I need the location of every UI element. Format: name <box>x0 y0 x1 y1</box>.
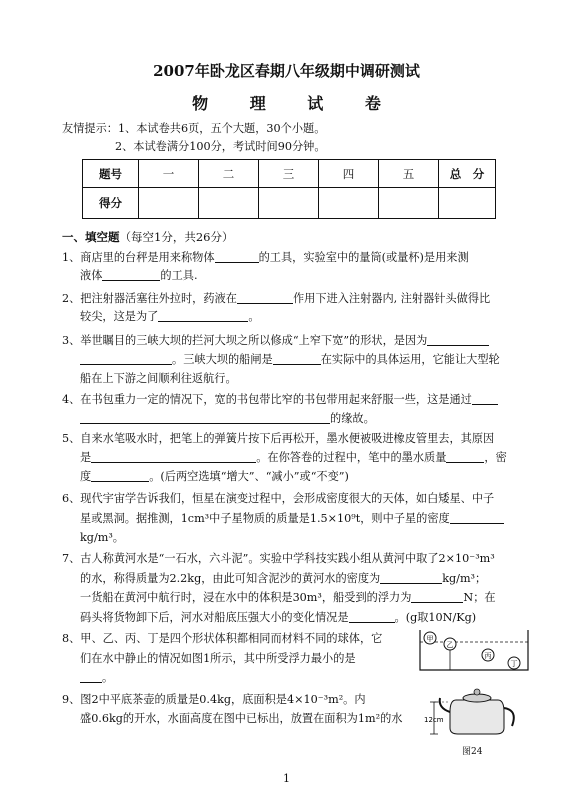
answer-blank[interactable] <box>380 571 442 584</box>
q7-line-4: 码头将货物卸下后，河水对船底压强大小的变化情况是 。(g取10N/Kg) <box>80 611 477 624</box>
answer-blank[interactable] <box>91 469 149 482</box>
q2-line-2: 较尖，这是为了 。 <box>80 310 260 323</box>
score-cell: 总 分 <box>439 160 496 188</box>
answer-blank[interactable] <box>349 610 395 623</box>
q4-line-1: 4、在书包重力一定的情况下，宽的书包带比窄的书包带用起来舒服一些，这是通过 <box>62 392 498 408</box>
score-table <box>82 159 496 219</box>
notice-line-1: 友情提示：1、本试卷共6页，五个大题，30个小题。 <box>62 122 326 135</box>
score-input-cell <box>259 188 319 219</box>
q5-line-1: 5、自来水笔吸水时，把笔上的弹簧片按下后再松开，墨水便被吸进橡皮管里去，其原因 <box>62 432 495 445</box>
section-note: （每空1分，共26分） <box>119 230 234 244</box>
q1-line-2: 液体 的工具. <box>80 269 198 282</box>
ball-label: 丁 <box>510 660 518 668</box>
q7-line-1: 7、古人称黄河水是“一石水，六斗泥”。实验中学科技实践小组从黄河中取了2×10⁻³m³ <box>62 552 495 565</box>
score-input-cell <box>379 188 439 219</box>
ball-label: 丙 <box>484 652 492 660</box>
ball-label: 甲 <box>426 635 434 643</box>
score-input-cell <box>139 188 199 219</box>
q8-line-3: 。 <box>80 670 113 686</box>
figure-2-teapot <box>420 682 530 744</box>
teapot-spout <box>440 698 450 712</box>
answer-blank[interactable] <box>411 590 463 603</box>
q7-line-2: 的水，称得质量为2.2kg，由此可知含泥沙的黄河水的密度为 kg/m³； <box>80 572 487 585</box>
score-cell: 得分 <box>83 188 139 219</box>
q8-line-1: 8、甲、乙、丙、丁是四个形状体积都相同而材料不同的球体，它 <box>62 632 383 645</box>
score-cell: 一 <box>139 160 199 188</box>
answer-blank[interactable] <box>450 511 504 524</box>
answer-blank[interactable] <box>472 392 498 405</box>
q3-line-1: 3、举世瞩目的三峡大坝的拦河大坝之所以修成“上窄下宽”的形状，是因为 <box>62 333 489 349</box>
q3-line-3: 船在上下游之间顺利往返航行。 <box>80 372 237 385</box>
q7-line-3: 一货船在黄河中航行时，浸在水中的体积是30m³，船受到的浮力为 N；在 <box>80 591 496 604</box>
q1-line-1: 1、商店里的台秤是用来称物体 的工具，实验室中的量筒(或量杯)是用来测 <box>62 251 469 264</box>
q5-line-2: 是 。在你答卷的过程中，笔中的墨水质量 ，密 <box>80 451 507 464</box>
answer-blank[interactable] <box>158 309 248 322</box>
q3-line-2: 。三峡大坝的船闸是 在实际中的具体运用，它能让大型轮 <box>80 352 500 368</box>
answer-blank[interactable] <box>215 250 259 263</box>
score-cell: 五 <box>379 160 439 188</box>
score-table-score-row <box>83 188 496 219</box>
figure-2-caption: 图24 <box>462 747 483 757</box>
q6-line-3: kg/m³。 <box>80 531 124 544</box>
section-title: 一、填空题 <box>62 230 120 244</box>
answer-blank[interactable] <box>91 450 256 463</box>
answer-blank[interactable] <box>102 268 160 281</box>
score-cell: 四 <box>319 160 379 188</box>
answer-blank[interactable] <box>80 352 172 365</box>
q5-line-3: 度 。(后两空选填“增大”、“减小”或“不变”) <box>80 470 349 483</box>
answer-blank[interactable] <box>427 333 489 346</box>
answer-blank[interactable] <box>80 411 330 424</box>
q9-line-1: 9、图2中平底茶壶的质量是0.4kg，底面积是4×10⁻³m²。内 <box>62 693 366 706</box>
figure-1-balls-in-water <box>418 626 530 674</box>
score-cell: 题号 <box>83 160 139 188</box>
answer-blank[interactable] <box>446 450 484 463</box>
q8-line-2: 们在水中静止的情况如图1所示，其中所受浮力最小的是 <box>80 652 356 665</box>
notice-line-2: 2、本试卷满分100分，考试时间90分钟。 <box>115 140 326 153</box>
answer-blank[interactable] <box>273 352 321 365</box>
answer-blank[interactable] <box>237 291 293 304</box>
q9-line-2: 盛0.6kg的开水，水面高度在图中已标出，放置在面积为1m²的水 <box>80 712 403 725</box>
ball-label: 乙 <box>446 641 454 649</box>
score-input-cell <box>439 188 496 219</box>
q6-line-1: 6、现代宇宙学告诉我们，恒星在演变过程中，会形成密度很大的天体，如白矮星、中子 <box>62 492 495 505</box>
teapot-knob <box>474 689 480 695</box>
answer-blank[interactable] <box>80 670 102 683</box>
q4-line-2: 的缘故。 <box>80 411 375 427</box>
teapot-handle <box>504 708 514 726</box>
score-input-cell <box>319 188 379 219</box>
score-table-header-row <box>83 160 496 188</box>
section-heading <box>62 229 233 245</box>
score-cell: 三 <box>259 160 319 188</box>
exam-title: 2007年卧龙区春期八年级期中调研测试 <box>153 62 420 80</box>
score-input-cell <box>199 188 259 219</box>
teapot-body <box>450 700 504 734</box>
exam-subtitle: 物 理 试 卷 <box>192 94 399 113</box>
height-label: 12cm <box>424 716 444 724</box>
q2-line-1: 2、把注射器活塞往外拉时，药液在 作用下进入注射器内, 注射器针头做得比 <box>62 292 491 305</box>
q6-line-2: 星或黑洞。据推测，1cm³中子星物质的质量是1.5×10⁹t，则中子星的密度 <box>80 511 504 527</box>
page-number: 1 <box>283 772 290 785</box>
score-cell: 二 <box>199 160 259 188</box>
